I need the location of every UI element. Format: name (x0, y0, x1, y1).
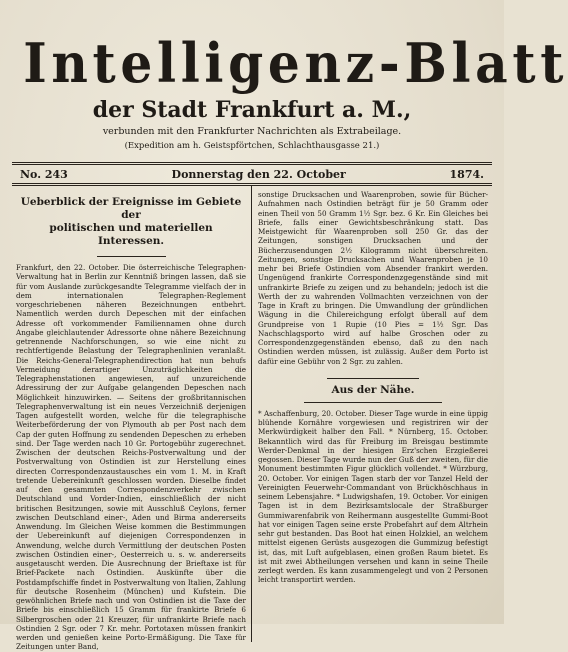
article-columns (12, 186, 492, 652)
masthead-city: der Stadt Frankfurt a. M., (92, 97, 412, 123)
section-divider-top (327, 378, 419, 379)
issue-number: No. 243 (20, 168, 68, 181)
masthead-title: Intelligenz-Blatt (23, 31, 568, 95)
headline-line-2: politischen und materiellen Interessen. (49, 222, 213, 247)
left-column (12, 186, 252, 652)
issue-date: Donnerstag den 22. October (171, 168, 346, 181)
headline-line-1: Ueberblick der Ereignisse im Gebiete der (20, 196, 242, 221)
dateline (6, 165, 498, 183)
section-divider-bottom (304, 402, 442, 403)
headline-divider (97, 256, 166, 257)
issue-year: 1874. (449, 168, 484, 181)
section-heading: Aus der Nähe. (331, 383, 415, 396)
masthead-expedition: (Expedition am h. Geistspförtchen, Schlachthausgasse 21.) (124, 141, 380, 151)
right-column (252, 186, 492, 642)
masthead-subtitle: verbunden mit den Frankfurter Nachrichten als Extrabeilage. (102, 126, 402, 137)
article-headline (16, 196, 246, 248)
article-body: Frankfurt, den 22. October. Die österreichische Telegraphen-Verwaltung hat in Berlin zur Kenntniß bringen lassen, daß sie für vom Auslande zurückgesandte Telegramme vielfach der in dem internationalen Telegraphen-Reglement vorgeschriebenen näheren Bezeichnungen entbehrt. Namentlich werden durch Depeschen mit der einfachen Adresse oft vorkommender Familiennamen ohne durch Angabe gleichlautender Adressorte ohne nähere Bezeichnung getrennende Nachforschungen, so wie eine nicht zu rechtfertigende Belastung der Telegraphenlinien veranlaßt. Die Reichs-General-Telegraphendirection hat nun behufs Vermeidung derartiger Unzuträglichkeiten die Telegraphenstationen angewiesen, auf unzureichende Adressirung der zur Aufgabe gelangenden Depeschen nach Möglichkeit hinzuwirken. — Seitens der großbritannischen Telegraphenverwaltung ist ein neues Verzeichniß derjenigen Tagen aufgestellt worden, welche für die telegraphische Weiterbeförderung der von Plymouth ab per Post nach dem Cap der guten Hoffnung zu sendenden Depeschen zu erheben sind. Der Tage werden nach 10 Gr. Portogebühr zugerechnet. Zwischen der deutschen Reichs-Postverwaltung und der Postverwaltung von Ostindien ist zur Herstellung eines directen Correspondenzaustausches ein vom 1. M. in Kraft tretende Uebereinkunft geschlossen worden. Dieselbe findet auf den gesammten Correspondenzverkehr zwischen Deutschland und Vorder-Indien, einschließlich der nicht britischen Besitzungen, sowie mit Ausschluß Ceylons, ferner zwischen Deutschland einer-, Aden und Birma andererseits Anwendung. Im Gleichen Weise kommen die Bestimmungen der Uebereinkunft auf diejenigen Correspondenzen in Anwendung, welche durch Vermittlung der deutschen Posten zwischen Ostindien einer-, Oesterreich u. s. w. andererseits ausgetauscht werden. Die Ausrechnung der Brieftaxe ist für Brief-Packete nach Ostindien. Auskünfte über die Postdampfschiffe findet in Postverwaltung von Italien, Zahlung für deutsche Rosenheim (München) und Kufstein. Die gewöhnlichen Briefe nach und von Ostindien ist die Taxe der Briefe bis einschließlich 15 Gramm für frankirte Briefe 6 Silbergroschen oder 21 Kreuzer, für unfrankirte Briefe nach Ostindien 2 Sgr. oder 7 Kr. mehr. Portotaxen müssen frankirt werden und genießen keine Porto-Ermäßigung. Die Taxe für Zeitungen unter Band, (16, 263, 246, 652)
local-news-body: * Aschaffenburg, 20. October. Dieser Tage wurde in eine üppig blühende Kornähre vorgewiesen und registriren wir der Merkwürdigkeit halber den Fall. * Nürnberg, 15. October. Bekanntlich wird das für Freiburg im Breisgau bestimmte Werder-Denkmal in der hiesigen Erz'schen Erzgießerei gegossen. Dieser Tage wurde nun der Guß der zweiten, für die Monument bestimmten Figur glücklich vollendet. * Würzburg, 20. October. Vor einigen Tagen starb der vor Tanzel Held der Vereinigten Feuerwehr-Commandant von Brückhöschhaus in seinem Lebensjahre. * Ludwigshafen, 19. October. Vor einigen Tagen ist in dem Bezirksamtslocale der Straßburger Gummiwarenfabrik von Reihermann ausgestellte Gummi-Boot hat vor einigen Tagen seine erste Probefahrt auf dem Altrhein sehr gut bestanden. Das Boot hat einen Holzkiel, an welchem mittelst eigenen Gerüsts ausgezogen die Gummizug befestigt ist, das, mit Luft aufgeblasen, einen großen Raum bietet. Es ist mit zwei Abtheilungen versehen und kann in seine Theile zerlegt werden. Es kann zusammengelegt und von 2 Personen leicht transportirt werden. (258, 408, 488, 585)
article-body-continued: sonstige Drucksachen und Waarenproben, sowie für Bücher-Aufnahmen nach Ostindien beträgt für je 50 Gramm oder einen Theil von 50 Gramm 1½ Sgr. bez. 6 Kr. Ein Gleiches bei Briefe, falls einer Gewichtsbeschränkung statt. Das Meistgewicht für Waarenproben soll 250 Gr. das der Zeitungen, sonstigen Drucksachen und der Bücherzusendungen 2½ Kilogramm nicht überschreiten. Zeitungen, sonstige Drucksachen und Waarenproben je 10 mehr bei Briefe Ostindien vom Absender frankirt werden. Ungenügend frankirte Correspondenzgegenstände sind mit unfrankirte Briefe zu zeigen und zu behandeln; jedoch ist die Werth der zu wahrenden Vollmachten verzeichnen von der Tage in Kraft zu bringen. Die Umwandlung der gründlichen Wägung in die Chilereichgung erfolgt überall auf dem Grundpreise von 1 Rupie (10 Pies = 1½ Sgr. Das Nachschlagsporto wird auf halbe Groschen oder zu Correspondenzgegenständen ebenso, daß zu den nach Ostindien werden müssen, ist zulässig. Außer dem Porto ist dafür eine Gebühr von 2 Sgr. zu zahlen. (258, 190, 488, 366)
